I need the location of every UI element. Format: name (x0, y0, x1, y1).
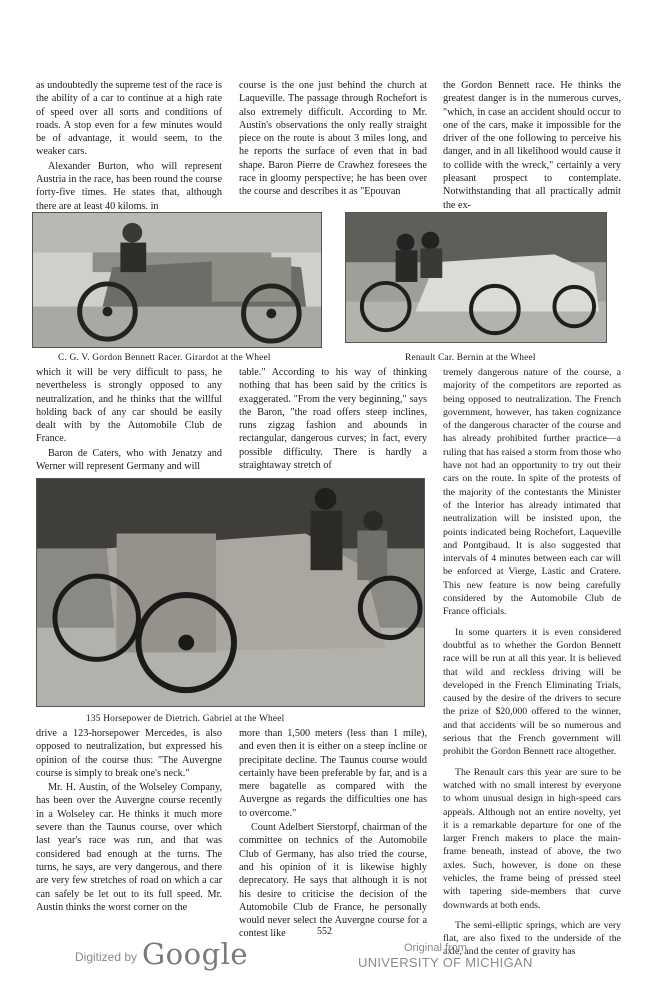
paragraph: Alexander Burton, who will represent Austria in the race, has been round the course forty-five times. He states that, although there are at least 40 kiloms. in (36, 160, 222, 212)
bottom-column-1 (36, 727, 222, 914)
photo-de-dietrich (36, 478, 425, 707)
paragraph: tremely dangerous nature of the course, a majority of the competitors are reported as being opposed to neutralization. The French government, however, has taken cognizance of the dangerous character of the course and has already prohibited further practice—a ruling that has raised a storm from those who have not had an opportunity to try out their cars on the route. In spite of the protests of the majority of the contestants the Minister of the Interior has already intimated that neutralization will be insisted upon, the points indicated being Rochefort, Laqueville and Pontgibaud. It is also suggested that intervals of 4 minutes between each car will be enforced at Vierge, Lastic and Cratere. This new feature is now being carefully considered by the Automobile Club de France officials. (443, 367, 621, 618)
middle-column-3 (443, 366, 621, 959)
caption-photo-2: Renault Car. Bernin at the Wheel (405, 353, 536, 363)
top-column-1 (36, 79, 222, 213)
paragraph: Baron de Caters, who with Jenatzy and Werner will represent Germany and will (36, 447, 222, 473)
middle-column-1 (36, 366, 222, 473)
paragraph: table." According to his way of thinking nothing that has been said by the critics is exaggerated. "From the very beginning," says the Baron, "the road offers steep inclines, runs zigzag fashion and abounds in rectangular, dangerous curves; in fact, every possible difficulty. There is hardly a straightaway stretch of (239, 367, 427, 472)
caption-photo-3: 135 Horsepower de Dietrich. Gabriel at the Wheel (86, 714, 285, 724)
original-from-label: Original from (404, 942, 467, 954)
bottom-column-2 (239, 727, 427, 941)
paragraph: which it will be very difficult to pass, he nevertheless is strongly opposed to any neutralization, and he thinks that the willful holding back of any car should be easily dealt with by the Automobile Club de France. (36, 367, 222, 445)
page-number: 552 (317, 926, 332, 937)
paragraph: The Renault cars this year are sure to be watched with no small interest by everyone to whom unusual design in high-speed cars appeals. Although not an entire novelty, yet it is a remarkable departure for one of the larger French makers to place the main-frame beneath, instead of above, the two axles. Such, however, is done on these vehicles, the frame being of pressed steel with tapering side-members that curve downwards at both ends. (443, 766, 621, 911)
middle-column-2 (239, 366, 427, 472)
photo-gordon-bennett-racer (32, 212, 322, 348)
paragraph: The semi-elliptic springs, which are very flat, are also fixed to the underside of the axle, and the center of gravity has (443, 919, 621, 958)
top-column-3 (443, 79, 621, 212)
paragraph: Mr. H. Austin, of the Wolseley Company, has been over the Auvergne course recently in a Wolseley car. He thinks it much more severe than the Taunus course, over which last year's race was run, and that was considered bad enough at the turns. The turns, he says, are very dangerous, and there are very few stretches of road on which a car can safely be let out to its full speed. Mr. Austin thinks the worst corner on the (36, 782, 222, 913)
paragraph: the Gordon Bennett race. He thinks the greatest danger is in the numerous curves, "which, in case an accident should occur to one of the cars, make it impossible for the driver of the one following to perceive his danger, and in all likelihood would cause it to collide with the wreck," certainly a very pleasant prospect to contemplate. Notwithstanding that all practically admit the ex- (443, 80, 621, 211)
digitized-by-label: Digitized by (75, 950, 138, 964)
paragraph: more than 1,500 meters (less than 1 mile), and even then it is either on a steep incline or precipitate decline. The Taunus course would certainly have been preferable by far, and is a mere bagatelle as compared with the Auvergne as regards the difficulties one has to overcome." (239, 728, 427, 819)
paragraph: In some quarters it is even considered doubtful as to whether the Gordon Bennett race will be run at all this year. It is believed that wild and reckless driving will be developed in the French Eliminating Trials, caused by the desire of the drivers to secure the prize of $20,000 offered to the winner, and that accidents will be so numerous and serious that the French government will prohibit the Gordon Bennett race altogether. (443, 626, 621, 758)
top-column-2 (239, 79, 427, 199)
paragraph: drive a 123-horsepower Mercedes, is also opposed to neutralization, but expressed his opinion of the course thus: "The Auvergne course is simply to break one's neck." (36, 728, 222, 779)
caption-photo-1: C. G. V. Gordon Bennett Racer. Girardot at the Wheel (58, 353, 271, 363)
paragraph: Count Adelbert Sierstorpf, chairman of the committee on technics of the Automobile Club of Germany, has also tried the course, and his opinion of it is likewise highly deprecatory. He says that although it is not his desire to criticise the decision of the Automobile Club de France, he personally would never select the Auvergne course for a contest like (239, 822, 427, 940)
google-logo: Google (142, 937, 249, 971)
institution-label: UNIVERSITY OF MICHIGAN (358, 955, 533, 970)
photo-renault-car (345, 212, 607, 343)
paragraph: as undoubtedly the supreme test of the race is the ability of a car to continue at a high rate of speed over all sorts and conditions of roads. A stop even for a few minutes would be of advantage, it would seem, to the weaker cars. (36, 80, 222, 158)
paragraph: course is the one just behind the church at Laqueville. The passage through Rochefort is also extremely difficult. According to Mr. Austin's observations the only really straight piece on the route is about 3 miles long, and he reports the surface of even that in bad shape. Baron Pierre de Crawhez foresees the race in gloomy perspective; he has been over the course and describes it as "Epouvan (239, 80, 427, 198)
